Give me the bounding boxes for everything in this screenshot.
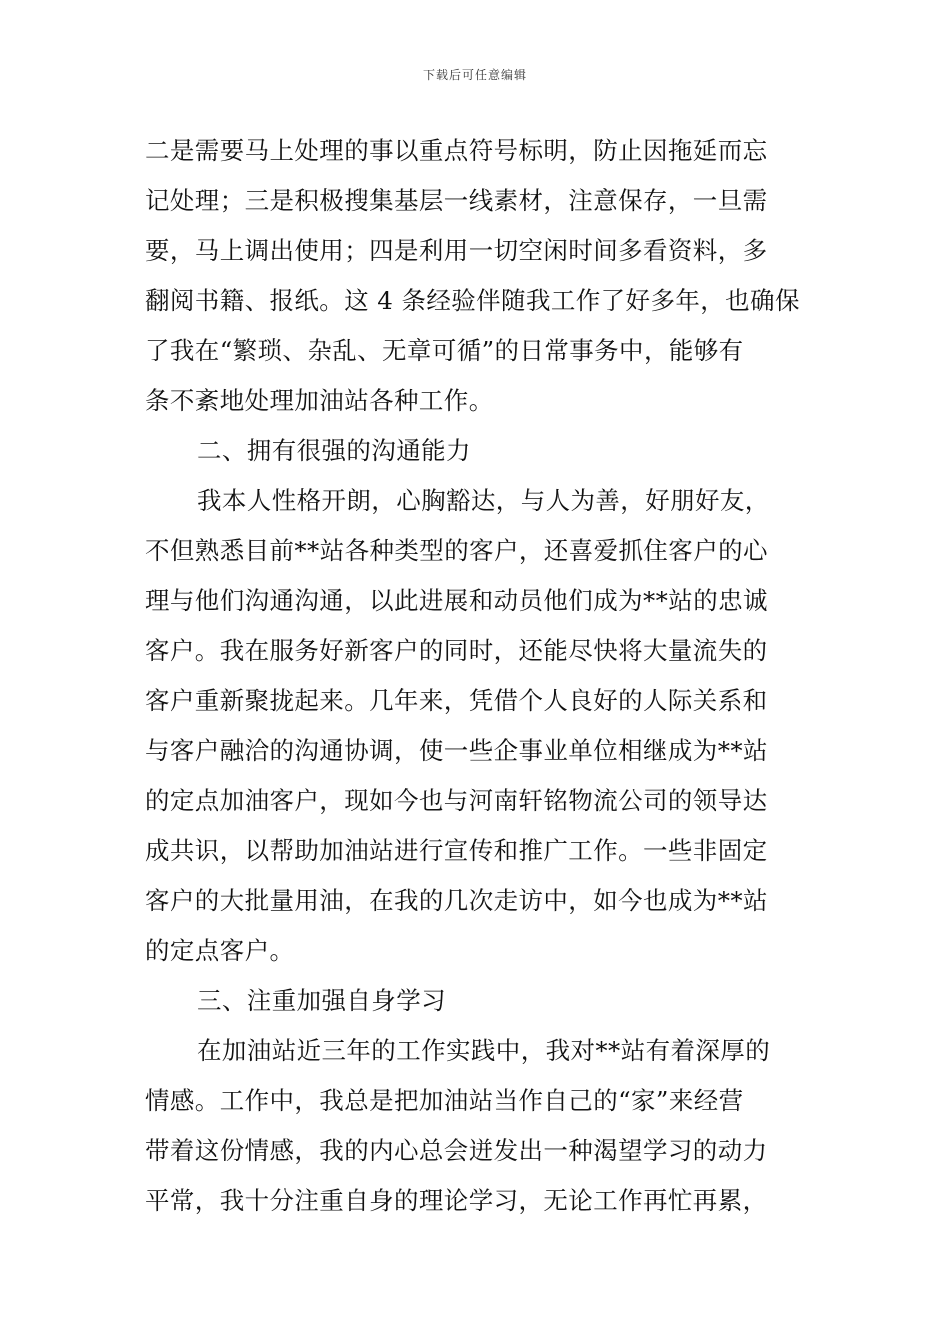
text-line: 与客户融洽的沟通协调，使一些企事业单位相继成为**站 bbox=[145, 736, 768, 765]
text-line: 二是需要马上处理的事以重点符号标明，防止因拖延而忘 bbox=[145, 136, 768, 165]
text-line: 平常，我十分注重自身的理论学习，无论工作再忙再累， bbox=[145, 1186, 768, 1215]
text-line: 客户。我在服务好新客户的同时，还能尽快将大量流失的 bbox=[145, 636, 768, 665]
text-line: 客户的大批量用油，在我的几次走访中，如今也成为**站 bbox=[145, 886, 768, 915]
text-line: 记处理；三是积极搜集基层一线素材，注意保存，一旦需 bbox=[145, 186, 768, 215]
text-line: 我本人性格开朗，心胸豁达，与人为善，好朋好友， bbox=[197, 486, 770, 515]
document-body bbox=[145, 126, 810, 1226]
text-line: 带着这份情感，我的内心总会迸发出一种渴望学习的动力 bbox=[145, 1136, 768, 1165]
text-line: 成共识，以帮助加油站进行宣传和推广工作。一些非固定 bbox=[145, 836, 768, 865]
text-line: 翻阅书籍、报纸。这 4 条经验伴随我工作了好多年，也确保 bbox=[145, 286, 800, 315]
text-line: 在加油站近三年的工作实践中，我对**站有着深厚的 bbox=[197, 1036, 771, 1065]
section-heading: 二、拥有很强的沟通能力 bbox=[197, 436, 471, 465]
text-line: 不但熟悉目前**站各种类型的客户，还喜爱抓住客户的心 bbox=[145, 536, 768, 565]
text-line: 的定点加油客户，现如今也与河南轩铭物流公司的领导达 bbox=[145, 786, 768, 815]
section-heading: 三、注重加强自身学习 bbox=[197, 986, 446, 1015]
text-line: 的定点客户。 bbox=[145, 936, 295, 965]
page-header-note: 下载后可任意编辑 bbox=[422, 68, 527, 82]
text-line: 了我在“繁琐、杂乱、无章可循”的日常事务中，能够有 bbox=[145, 336, 744, 365]
text-line: 理与他们沟通沟通，以此进展和动员他们成为**站的忠诚 bbox=[145, 586, 768, 615]
text-line: 情感。工作中，我总是把加油站当作自己的“家”来经营 bbox=[145, 1086, 744, 1115]
text-line: 条不紊地处理加油站各种工作。 bbox=[145, 386, 494, 415]
text-line: 客户重新聚拢起来。几年来，凭借个人良好的人际关系和 bbox=[145, 686, 768, 715]
text-line: 要，马上调出使用；四是利用一切空闲时间多看资料，多 bbox=[145, 236, 768, 265]
